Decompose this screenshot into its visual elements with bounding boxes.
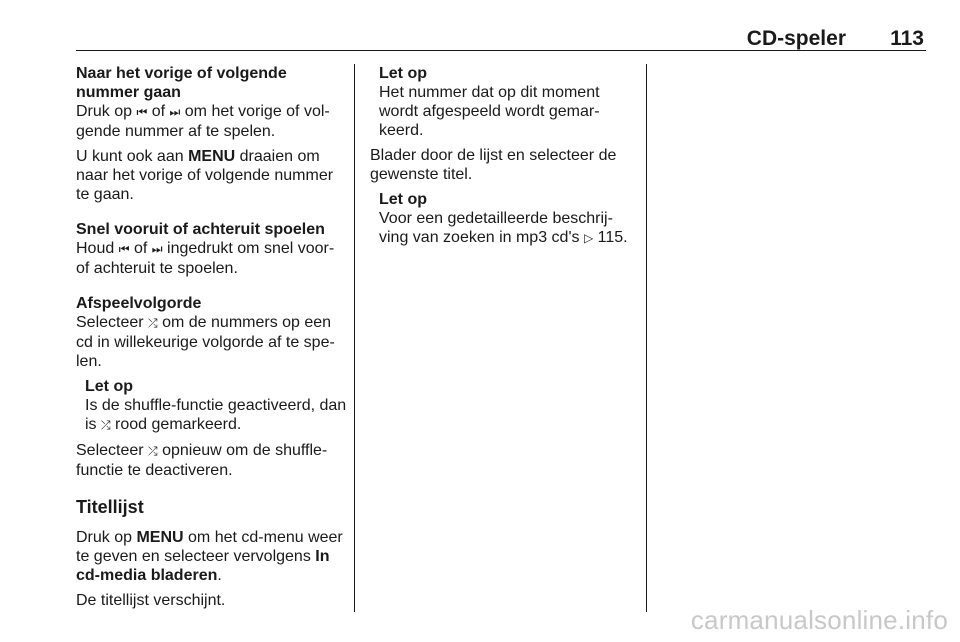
note-title: Let op	[379, 191, 427, 208]
skip-back-icon: ⏮	[118, 242, 130, 256]
column-divider	[646, 64, 647, 612]
page-title: CD-speler	[746, 27, 846, 50]
column-divider	[354, 64, 355, 612]
note-box	[370, 190, 642, 248]
text: opnieuw om de shuffle-functie te deactiveren.	[76, 442, 328, 479]
skip-back-icon: ⏮	[136, 105, 148, 119]
menu-option: In cd-media bladeren	[76, 548, 330, 584]
skip-forward-icon: ⏭	[169, 105, 181, 119]
text: Selecteer	[76, 442, 149, 459]
reference-arrow-icon: ▷	[583, 231, 594, 245]
text: rood gemarkeerd.	[110, 416, 242, 433]
paragraph	[76, 313, 348, 371]
text: Selecteer	[76, 314, 149, 331]
note-text: Het nummer dat op dit moment wordt afgespeeld wordt gemar-keerd.	[379, 84, 600, 139]
watermark: carmanualsonline.info	[690, 605, 948, 635]
section-fast-forward	[76, 220, 348, 278]
text: Druk op	[76, 103, 137, 120]
section-heading: Naar het vorige of volgende nummer gaan	[76, 65, 287, 101]
text: .	[217, 567, 222, 584]
shuffle-icon: ⤮	[148, 444, 158, 458]
section-heading-titellijst: Titellijst	[76, 497, 144, 517]
text: draaien om naar het vorige of volgende nummer te gaan.	[76, 148, 334, 203]
text: ingedrukt om snel voor- of achteruit te spoelen.	[76, 240, 335, 277]
text: om het cd-menu weer te geven en selecteer vervolgens	[76, 529, 343, 565]
section-previous-next	[76, 64, 348, 141]
paragraph: Blader door de lijst en selecteer de gewenste titel.	[370, 147, 617, 183]
note-box	[370, 64, 642, 140]
paragraph	[76, 528, 348, 585]
middle-column	[370, 64, 642, 254]
paragraph: De titellijst verschijnt.	[76, 592, 226, 609]
text: Is de shuffle-functie geactiveerd, dan is	[85, 397, 347, 433]
shuffle-icon: ⤮	[101, 418, 111, 432]
page-number: 113	[890, 27, 924, 50]
text: Druk op	[76, 529, 137, 546]
left-column	[76, 64, 348, 616]
note-title: Let op	[85, 378, 133, 395]
note-box	[76, 377, 348, 435]
menu-label: MENU	[136, 529, 184, 546]
paragraph	[76, 441, 348, 480]
page-header	[76, 24, 926, 51]
text: U kunt ook aan	[76, 148, 189, 165]
text: om de nummers op een cd in willekeurige volgorde af te spe-len.	[76, 314, 335, 370]
paragraph	[76, 102, 348, 141]
shuffle-icon: ⤮	[148, 316, 158, 330]
text: of	[129, 240, 152, 257]
menu-label: MENU	[188, 148, 236, 165]
note-title: Let op	[379, 65, 427, 82]
section-playback-order	[76, 294, 348, 371]
skip-forward-icon: ⏭	[151, 242, 163, 256]
paragraph	[76, 147, 348, 204]
text: of	[147, 103, 170, 120]
text: Voor een gedetailleerde beschrij-ving van zoeken in mp3 cd's	[379, 210, 613, 246]
paragraph	[76, 239, 348, 278]
text: Houd	[76, 240, 119, 257]
section-heading: Afspeelvolgorde	[76, 295, 202, 312]
section-heading: Snel vooruit of achteruit spoelen	[76, 221, 325, 238]
text: 115.	[593, 229, 628, 246]
text: om het vorige of vol-gende nummer af te spelen.	[76, 103, 330, 140]
